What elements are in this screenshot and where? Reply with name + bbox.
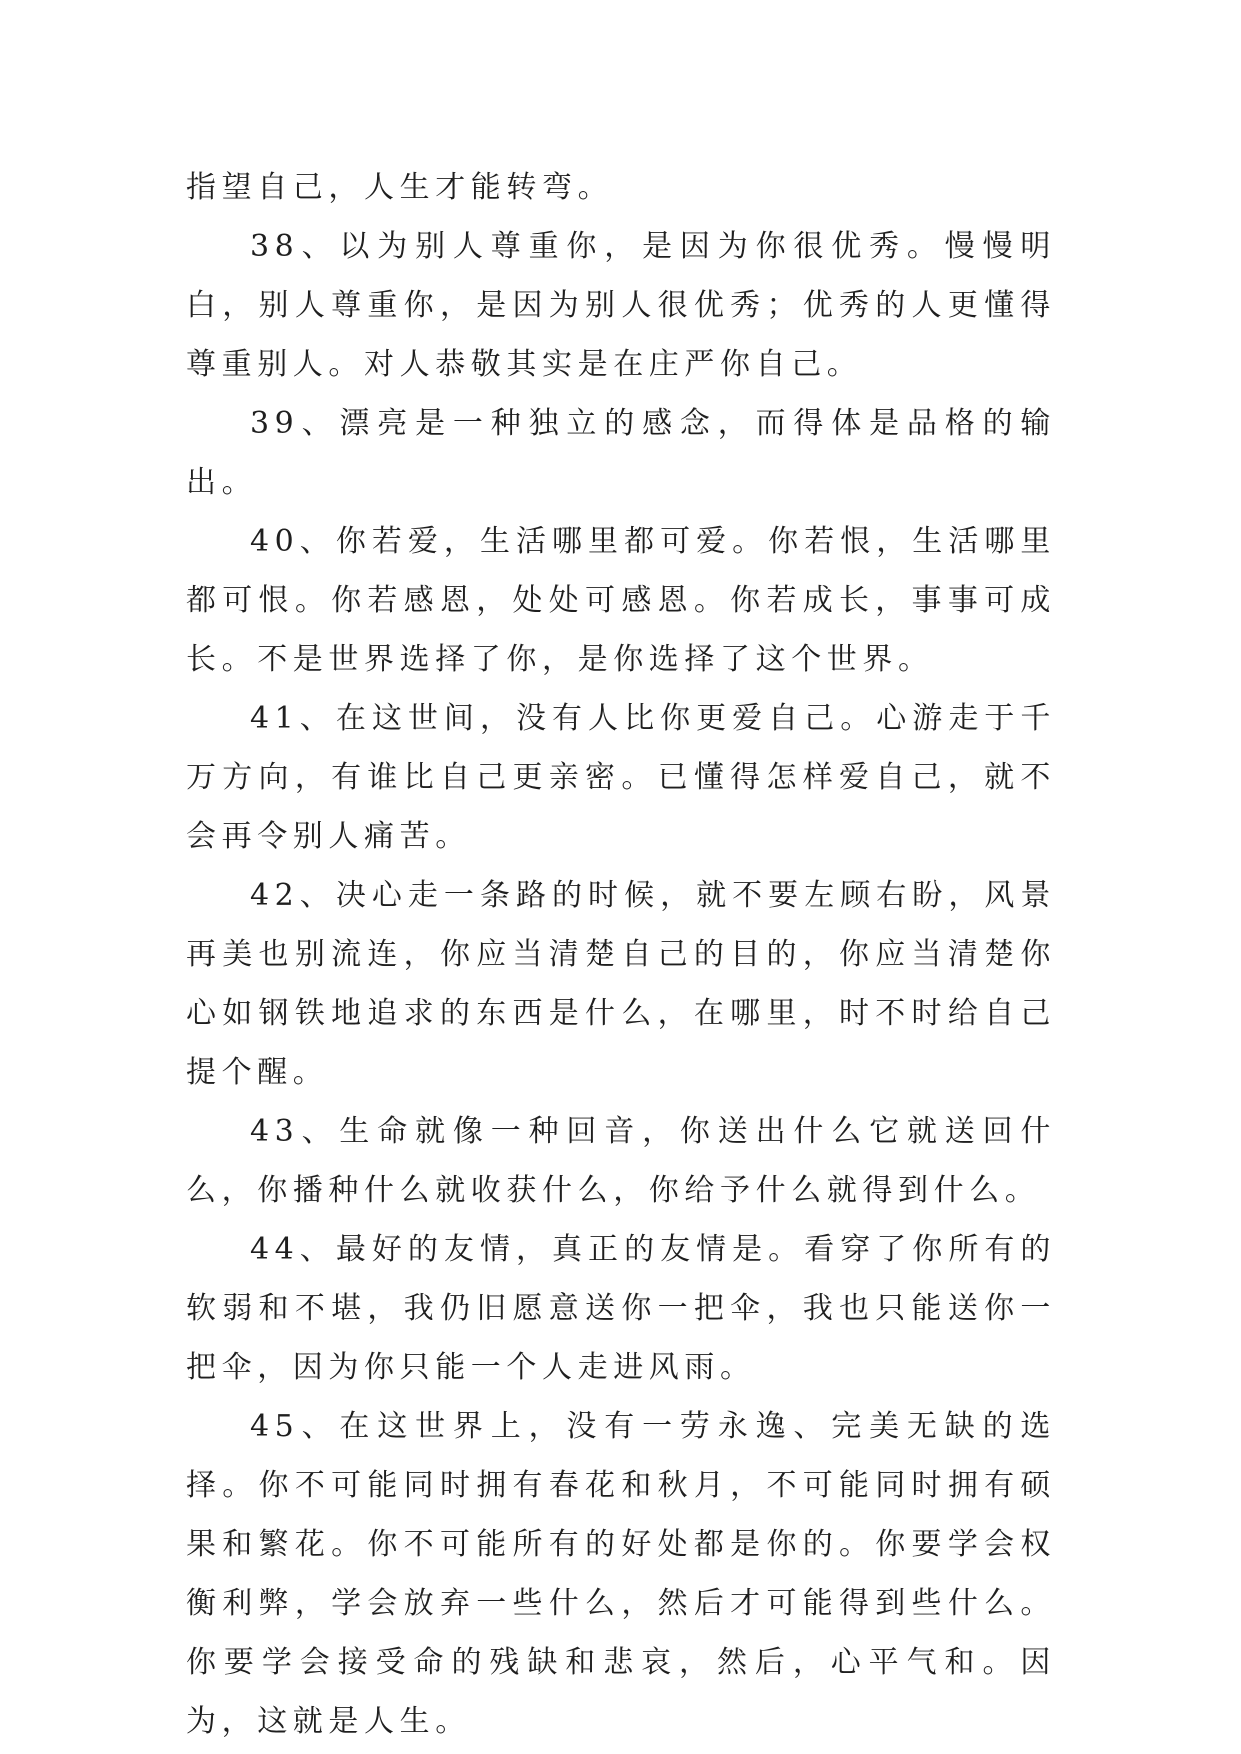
paragraph-44: 44、最好的友情，真正的友情是。看穿了你所有的软弱和不堪，我仍旧愿意送你一把伞，我也只能送你一把伞，因为你只能一个人走进风雨。	[186, 1232, 1056, 1385]
paragraph-continuation: 指望自己，人生才能转弯。	[186, 170, 614, 205]
paragraph-39: 39、漂亮是一种独立的感念，而得体是品格的输出。	[186, 406, 1056, 500]
paragraph-43: 43、生命就像一种回音，你送出什么它就送回什么，你播种什么就收获什么，你给予什么就得到什么。	[186, 1114, 1056, 1208]
document-body	[186, 158, 1056, 1751]
paragraph-38: 38、以为别人尊重你，是因为你很优秀。慢慢明白，别人尊重你，是因为别人很优秀；优秀的人更懂得尊重别人。对人恭敬其实是在庄严你自己。	[186, 229, 1056, 382]
paragraph-41: 41、在这世间，没有人比你更爱自己。心游走于千万方向，有谁比自己更亲密。已懂得怎样爱自己，就不会再令别人痛苦。	[186, 701, 1056, 854]
paragraph-42: 42、决心走一条路的时候，就不要左顾右盼，风景再美也别流连，你应当清楚自己的目的，你应当清楚你心如钢铁地追求的东西是什么，在哪里，时不时给自己提个醒。	[186, 878, 1056, 1090]
paragraph-45: 45、在这世界上，没有一劳永逸、完美无缺的选择。你不可能同时拥有春花和秋月，不可能同时拥有硕果和繁花。你不可能所有的好处都是你的。你要学会权衡利弊，学会放弃一些什么，然后才可能得到些什么。你要学会接受命的残缺和悲哀，然后，心平气和。因为，这就是人生。	[186, 1409, 1056, 1739]
paragraph-40: 40、你若爱，生活哪里都可爱。你若恨，生活哪里都可恨。你若感恩，处处可感恩。你若成长，事事可成长。不是世界选择了你，是你选择了这个世界。	[186, 524, 1056, 677]
